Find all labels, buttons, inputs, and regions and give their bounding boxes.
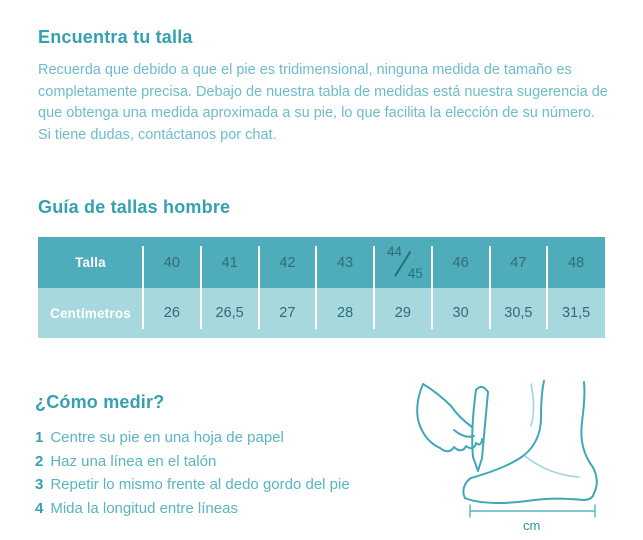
column-divider xyxy=(546,246,548,329)
step-number: 3 xyxy=(35,476,44,493)
measure-step xyxy=(35,450,350,474)
foot-toe-line xyxy=(463,478,471,498)
size-cell: 41 xyxy=(221,254,238,271)
size-cell: 40 xyxy=(163,254,180,271)
cm-cell: 26,5 xyxy=(215,305,244,321)
split-size-top: 44 xyxy=(387,244,403,259)
measure-step xyxy=(35,473,350,497)
size-row-label: Talla xyxy=(75,255,106,270)
cm-cell: 30 xyxy=(452,305,469,321)
measure-step xyxy=(35,497,350,521)
step-number: 1 xyxy=(35,429,44,446)
column-divider xyxy=(315,246,317,329)
intro-line: Si tiene dudas, contáctanos por chat. xyxy=(38,126,277,143)
intro-line: que obtenga una medida aproximada a su pie, lo que facilita la elección de su número. xyxy=(38,105,596,121)
size-cell: 43 xyxy=(337,254,354,271)
fingers-line xyxy=(440,439,482,451)
size-cell: 42 xyxy=(279,254,296,271)
column-divider xyxy=(489,246,491,329)
intro-line: Recuerda que debido a que el pie es tridimensional, ninguna medida de tamaño es xyxy=(38,62,572,78)
cm-cell: 30,5 xyxy=(504,305,533,321)
intro-paragraph xyxy=(38,60,623,146)
foot-heel-line xyxy=(581,382,596,493)
split-size-bottom: 45 xyxy=(407,266,423,281)
foot-sole-line xyxy=(465,493,594,503)
step-text: Centre su pie en una hoja de papel xyxy=(50,429,284,446)
step-text: Repetir lo mismo frente al dedo gordo del pie xyxy=(50,476,350,493)
column-divider xyxy=(431,246,433,329)
cm-label: cm xyxy=(523,518,541,533)
step-text: Mida la longitud entre líneas xyxy=(50,499,238,517)
column-divider xyxy=(142,246,144,329)
size-cell: 47 xyxy=(510,254,527,271)
how-to-measure-heading: ¿Cómo medir? xyxy=(35,392,165,412)
cm-cell: 26 xyxy=(163,305,180,321)
shin-sketch-line xyxy=(531,384,534,426)
cm-cell: 29 xyxy=(394,305,411,321)
column-divider xyxy=(373,246,375,329)
size-cell-split-44-45 xyxy=(374,237,432,288)
measure-step xyxy=(35,426,350,450)
finger-grip-line xyxy=(454,430,474,437)
hand-top-line xyxy=(423,384,451,406)
column-divider xyxy=(200,246,202,329)
step-number: 4 xyxy=(35,499,44,517)
column-divider xyxy=(258,246,260,329)
step-number: 2 xyxy=(35,452,44,470)
measure-steps-list xyxy=(35,426,350,520)
size-table xyxy=(38,237,605,338)
size-cell: 46 xyxy=(452,254,469,271)
pencil-right-edge xyxy=(482,392,488,458)
intro-line: completamente precisa. Debajo de nuestra tabla de medidas está nuestra sugerencia de xyxy=(38,83,608,100)
thumb-line xyxy=(451,406,472,427)
size-guide-heading: Guía de tallas hombre xyxy=(38,197,231,217)
page-title: Encuentra tu talla xyxy=(38,27,193,47)
size-table-cm-row xyxy=(38,288,605,338)
pencil-tip xyxy=(473,457,482,471)
step-text: Haz una línea en el talón xyxy=(50,452,217,470)
cm-row-label: Centímetros xyxy=(50,305,131,321)
cm-cell: 31,5 xyxy=(562,305,591,321)
cm-cell: 28 xyxy=(337,305,354,321)
pencil-top xyxy=(476,387,488,392)
foot-measuring-illustration xyxy=(413,378,643,540)
size-cell: 48 xyxy=(568,254,585,271)
cm-cell: 27 xyxy=(279,305,296,321)
ankle-line xyxy=(525,456,579,477)
size-table-header-row xyxy=(38,237,605,288)
